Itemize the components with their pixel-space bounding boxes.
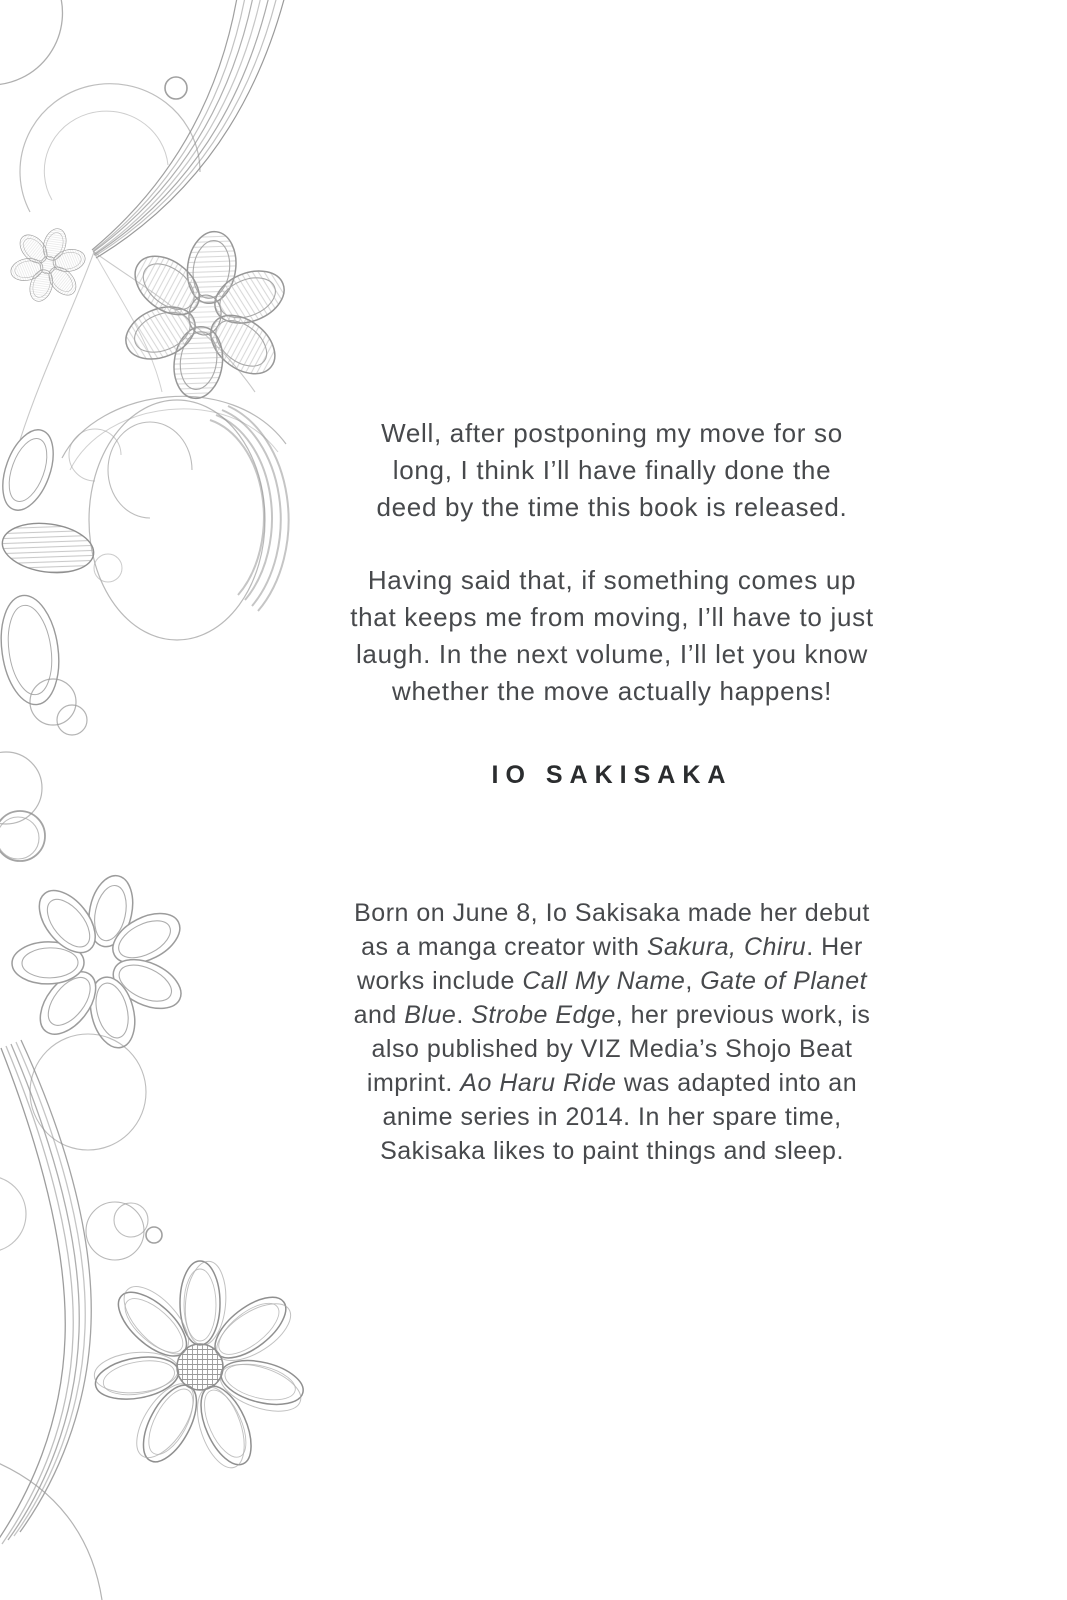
bio-text: imprint. (366, 1069, 461, 1097)
note-line: whether the move actually happens! (391, 676, 833, 706)
bio-line (230, 998, 994, 1032)
bio-line (230, 1134, 994, 1168)
bio-text: Sakisaka likes to paint things and sleep. (380, 1137, 844, 1165)
work-title: Sakura, Chiru (646, 933, 807, 961)
sketch-dot-circle (165, 77, 187, 99)
note-paragraph (230, 415, 994, 526)
sketch-edge-flower (0, 423, 97, 708)
bio-text: , her previous work, is (615, 1001, 871, 1029)
bio-line (230, 930, 994, 964)
note-line: Well, after postponing my move for so (381, 418, 843, 448)
bio-text: as a manga creator with (361, 933, 647, 961)
note-paragraph (230, 562, 994, 710)
sketch-daisy (89, 1260, 309, 1477)
bio-text: and (353, 1001, 405, 1029)
note-line: Having said that, if something comes up (367, 565, 857, 595)
bio-text: Born on June 8, Io Sakisaka made her debut (354, 899, 870, 927)
author-bio (230, 896, 994, 1168)
work-title: Blue (404, 1001, 457, 1029)
bio-line (230, 1032, 994, 1066)
bio-text: anime series in 2014. In her spare time, (382, 1103, 842, 1131)
work-title: Gate of Planet (700, 967, 868, 995)
note-line: long, I think I’ll have finally done the (392, 455, 832, 485)
work-title: Ao Haru Ride (460, 1069, 617, 1097)
bio-line (230, 964, 994, 998)
note-line: deed by the time this book is released. (376, 492, 848, 522)
bio-line (230, 1100, 994, 1134)
bio-text: , (685, 967, 701, 995)
work-title: Call My Name (522, 967, 686, 995)
bio-text: works include (356, 967, 523, 995)
floral-sketch-decoration (0, 0, 380, 1600)
bio-line (230, 896, 994, 930)
bio-text: was adapted into an (616, 1069, 858, 1097)
note-line: laugh. In the next volume, I’ll let you know (355, 639, 869, 669)
bio-text: . (456, 1001, 472, 1029)
work-title: Strobe Edge (471, 1001, 616, 1029)
bio-text: . Her (806, 933, 863, 961)
author-note (230, 415, 994, 746)
bio-text: also published by VIZ Media’s Shojo Beat (371, 1035, 853, 1063)
author-name: IO SAKISAKA (491, 761, 733, 789)
note-line: that keeps me from moving, I’ll have to just (350, 602, 874, 632)
bio-line (230, 1066, 994, 1100)
